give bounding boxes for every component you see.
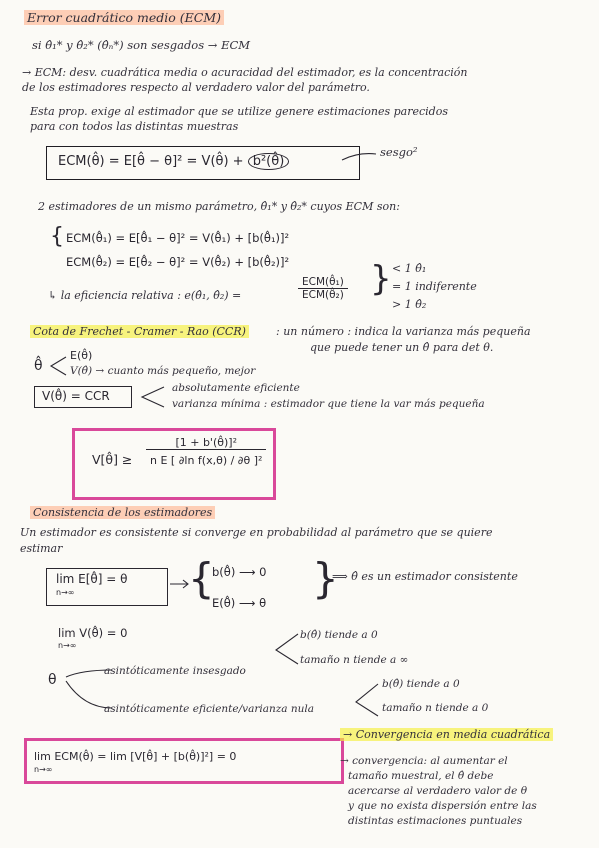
unbiased-fork [272,630,302,668]
ccr-expectation: E(θ̂) [70,349,93,362]
ecm-formula [58,153,289,170]
sesgo-label: sesgo² [380,145,418,159]
lim-ecm-formula: lim ECM(θ̂) = lim [V[θ̂] + [b(θ̂)]²] = 0 [34,750,237,763]
ccr-theta-hat: θ̂ [34,358,43,374]
efficiency-label: ↳ la eficiencia relativa : e(θ̂₁, θ̂₂) = [48,289,242,302]
ccr-formula-denominator: n E [ ∂ln f(x,θ) / ∂θ ]² [150,454,263,467]
efficiency-case-1: < 1 θ̂₁ [392,262,427,275]
convergence-title-text: → Convergencia en media cuadrática [340,728,553,741]
definition-line-2: de los estimadores respecto al verdadero valor del parámetro. [22,81,370,94]
title-text: Error cuadrático medio (ECM) [24,10,224,25]
consistency-line-2: estimar [20,542,63,555]
biased-line: si θ̂₁* y θ̂₂* (θ̂ₙ*) son sesgados → ECM [32,38,251,52]
consistency-title-text: Consistencia de los estimadores [30,506,215,519]
convergence-line-5: distintas estimaciones puntuales [348,815,523,827]
two-estimators-line: 2 estimadores de un mismo parámetro, θ̂₁* y θ̂₂* cuyos ECM son: [38,200,400,213]
ccr-minimum-variance: varianza mínima : estimador que tiene la var más pequeña [172,398,485,410]
efficiency-denominator: ECM(θ̂₂) [302,289,344,301]
expectation-to-theta: E(θ̂) ⟶ θ [212,596,267,610]
bias-to-zero: b(θ̂) ⟶ 0 [212,565,267,579]
lim-variance-sub: n→∞ [58,641,77,650]
ecm-estimator-2: ECM(θ̂₂) = E[θ̂₂ − θ]² = V(θ̂₂) + [b(θ̂₂)]² [66,255,290,269]
consistency-conclusion: ⟹ θ̂ es un estimador consistente [332,570,518,583]
ccr-equality-fork [138,384,168,410]
ccr-formula-fraction [146,436,266,467]
asymptotically-unbiased: asintóticamente insesgado [104,665,246,677]
ccr-variance-note: V(θ̂) → cuanto más pequeño, mejor [70,365,256,377]
convergence-line-4: y que no exista dispersión entre las [348,800,537,812]
lim-variance: lim V(θ̂) = 0 [58,626,128,640]
bias-tends-zero-2: b(θ̂) tiende a 0 [382,678,460,690]
lim-brace: { [188,554,215,603]
ccr-equality: V(θ̂) = CCR [42,389,110,403]
lim-ecm-sub: n→∞ [34,765,53,774]
ecm-estimator-1: ECM(θ̂₁) = E[θ̂₁ − θ]² = V(θ̂₁) + [b(θ̂₁)]² [66,231,290,245]
asymptotically-efficient: asintóticamente eficiente/varianza nula [104,703,314,715]
ccr-description-2: que puede tener un θ̂ para det θ. [310,341,494,354]
convergence-title [340,728,553,743]
lim-brace-right: } [312,554,339,603]
theta-symbol: θ [48,672,57,688]
convergence-line-1: → convergencia: al aumentar el [340,755,508,767]
property-line-1: Esta prop. exige al estimador que se utilize genere estimaciones parecidos [30,105,448,118]
page-title [24,10,224,27]
efficiency-numerator: ECM(θ̂₁) [298,276,348,289]
lim-expectation-sub: n→∞ [56,588,75,597]
sesgo-arrow [340,148,380,162]
lim-expectation: lim E[θ̂] = θ [56,572,128,586]
consistency-title [30,506,215,521]
ccr-title-text: Cota de Frechet - Cramer - Rao (CCR) [30,325,249,338]
ccr-description-1: : un número : indica la varianza más pequeña [276,325,531,338]
ccr-absolutely-efficient: absolutamente eficiente [172,382,300,394]
ccr-fork [48,354,70,378]
convergence-line-3: acercarse al verdadero valor de θ [348,785,528,797]
consistency-line-1: Un estimador es consistente si converge en probabilidad al parámetro que se quiere [20,526,493,539]
ccr-title [30,325,249,340]
efficiency-brace: } [370,259,392,299]
size-tends-zero: tamaño n tiende a 0 [382,702,489,714]
property-line-2: para con todos las distintas muestras [30,120,239,133]
ccr-formula-left: V[θ̂] ≥ [92,452,133,467]
definition-line-1: → ECM: desv. cuadrática media o acuracidad del estimador, es la concentración [22,66,468,79]
size-tends-infinity: tamaño n tiende a ∞ [300,654,409,666]
ecm-formula-text: ECM(θ̂) = E[θ̂ − θ]² = V(θ̂) + [58,154,244,169]
efficiency-case-3: > 1 θ̂₂ [392,298,427,311]
bias-tends-zero: b(θ̂) tiende a 0 [300,629,378,641]
convergence-line-2: tamaño muestral, el θ̂ debe [348,770,494,782]
ccr-formula-numerator: [1 + b'(θ̂)]² [146,436,266,450]
efficiency-fraction [298,276,348,301]
brace-left: { [50,224,64,249]
bias-squared-circled: b²(θ̂) [248,153,290,170]
efficient-fork [352,680,382,720]
efficiency-case-2: = 1 indiferente [392,280,477,293]
